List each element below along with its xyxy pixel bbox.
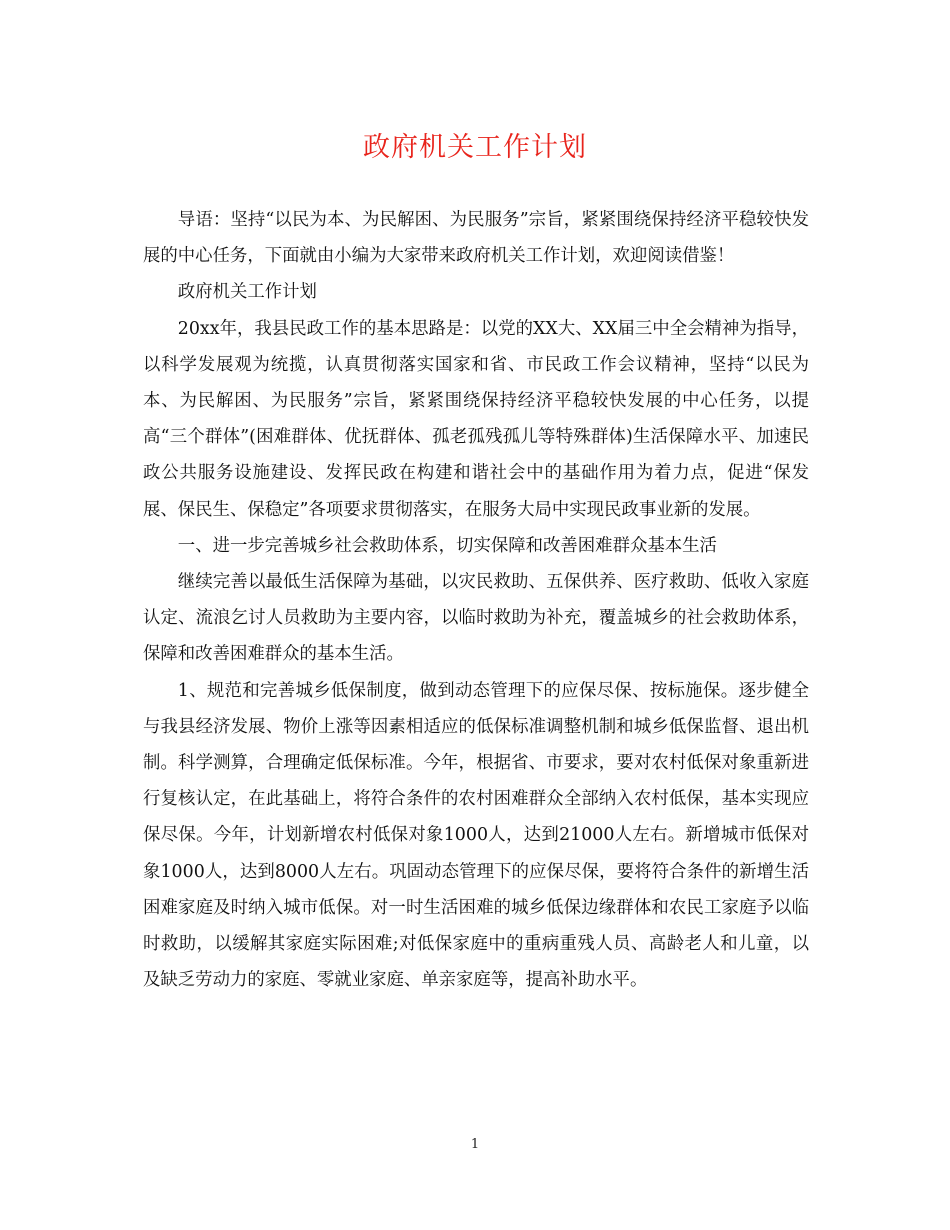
paragraph-overview: 20xx年，我县民政工作的基本思路是：以党的XX大、XX届三中全会精神为指导，以科学发展观为统揽，认真贯彻落实国家和省、市民政工作会议精神，坚持“以民为本、为民解困、为民服务”宗旨，紧紧围绕保持经济平稳较快发展的中心任务，以提高“三个群体”(困难群体、优抚群体、孤老孤残孤儿等特殊群体)生活保障水平、加速民政公共服务设施建设、发挥民政在构建和谐社会中的基础作用为着力点，促进“保发展、保民生、保稳定”各项要求贯彻落实，在服务大局中实现民政事业新的发展。	[143, 318, 809, 520]
paragraph-item-1: 1、规范和完善城乡低保制度，做到动态管理下的应保尽保、按标施保。逐步健全与我县经济发展、物价上涨等因素相适应的低保标准调整机制和城乡低保监督、退出机制。科学测算，合理确定低保标准。今年，根据省、市要求，要对农村低保对象重新进行复核认定，在此基础上，将符合条件的农村困难群众全部纳入农村低保，基本实现应保尽保。今年，计划新增农村低保对象1000人，达到21000人左右。新增城市低保对象1000人，达到8000人左右。巩固动态管理下的应保尽保，要将符合条件的新增生活困难家庭及时纳入城市低保。对一时生活困难的城乡低保边缘群体和农民工家庭予以临时救助，以缓解其家庭实际困难;对低保家庭中的重病重残人员、高龄老人和儿童，以及缺乏劳动力的家庭、零就业家庭、单亲家庭等，提高补助水平。	[143, 680, 809, 991]
paragraph-section-1: 继续完善以最低生活保障为基础，以灾民救助、五保供养、医疗救助、低收入家庭认定、流浪乞讨人员救助为主要内容，以临时救助为补充，覆盖城乡的社会救助体系，保障和改善困难群众的基本生活。	[143, 572, 809, 665]
section-heading-1: 一、进一步完善城乡社会救助体系，切实保障和改善困难群众基本生活	[177, 535, 717, 556]
document-body	[143, 202, 809, 998]
paragraph-intro: 导语：坚持“以民为本、为民解困、为民服务”宗旨，紧紧围绕保持经济平稳较快发展的中心任务，下面就由小编为大家带来政府机关工作计划，欢迎阅读借鉴！	[143, 210, 809, 267]
page-number: 1	[470, 1137, 480, 1152]
paragraph-subtitle: 政府机关工作计划	[177, 282, 317, 303]
document-title: 政府机关工作计划	[363, 132, 587, 163]
